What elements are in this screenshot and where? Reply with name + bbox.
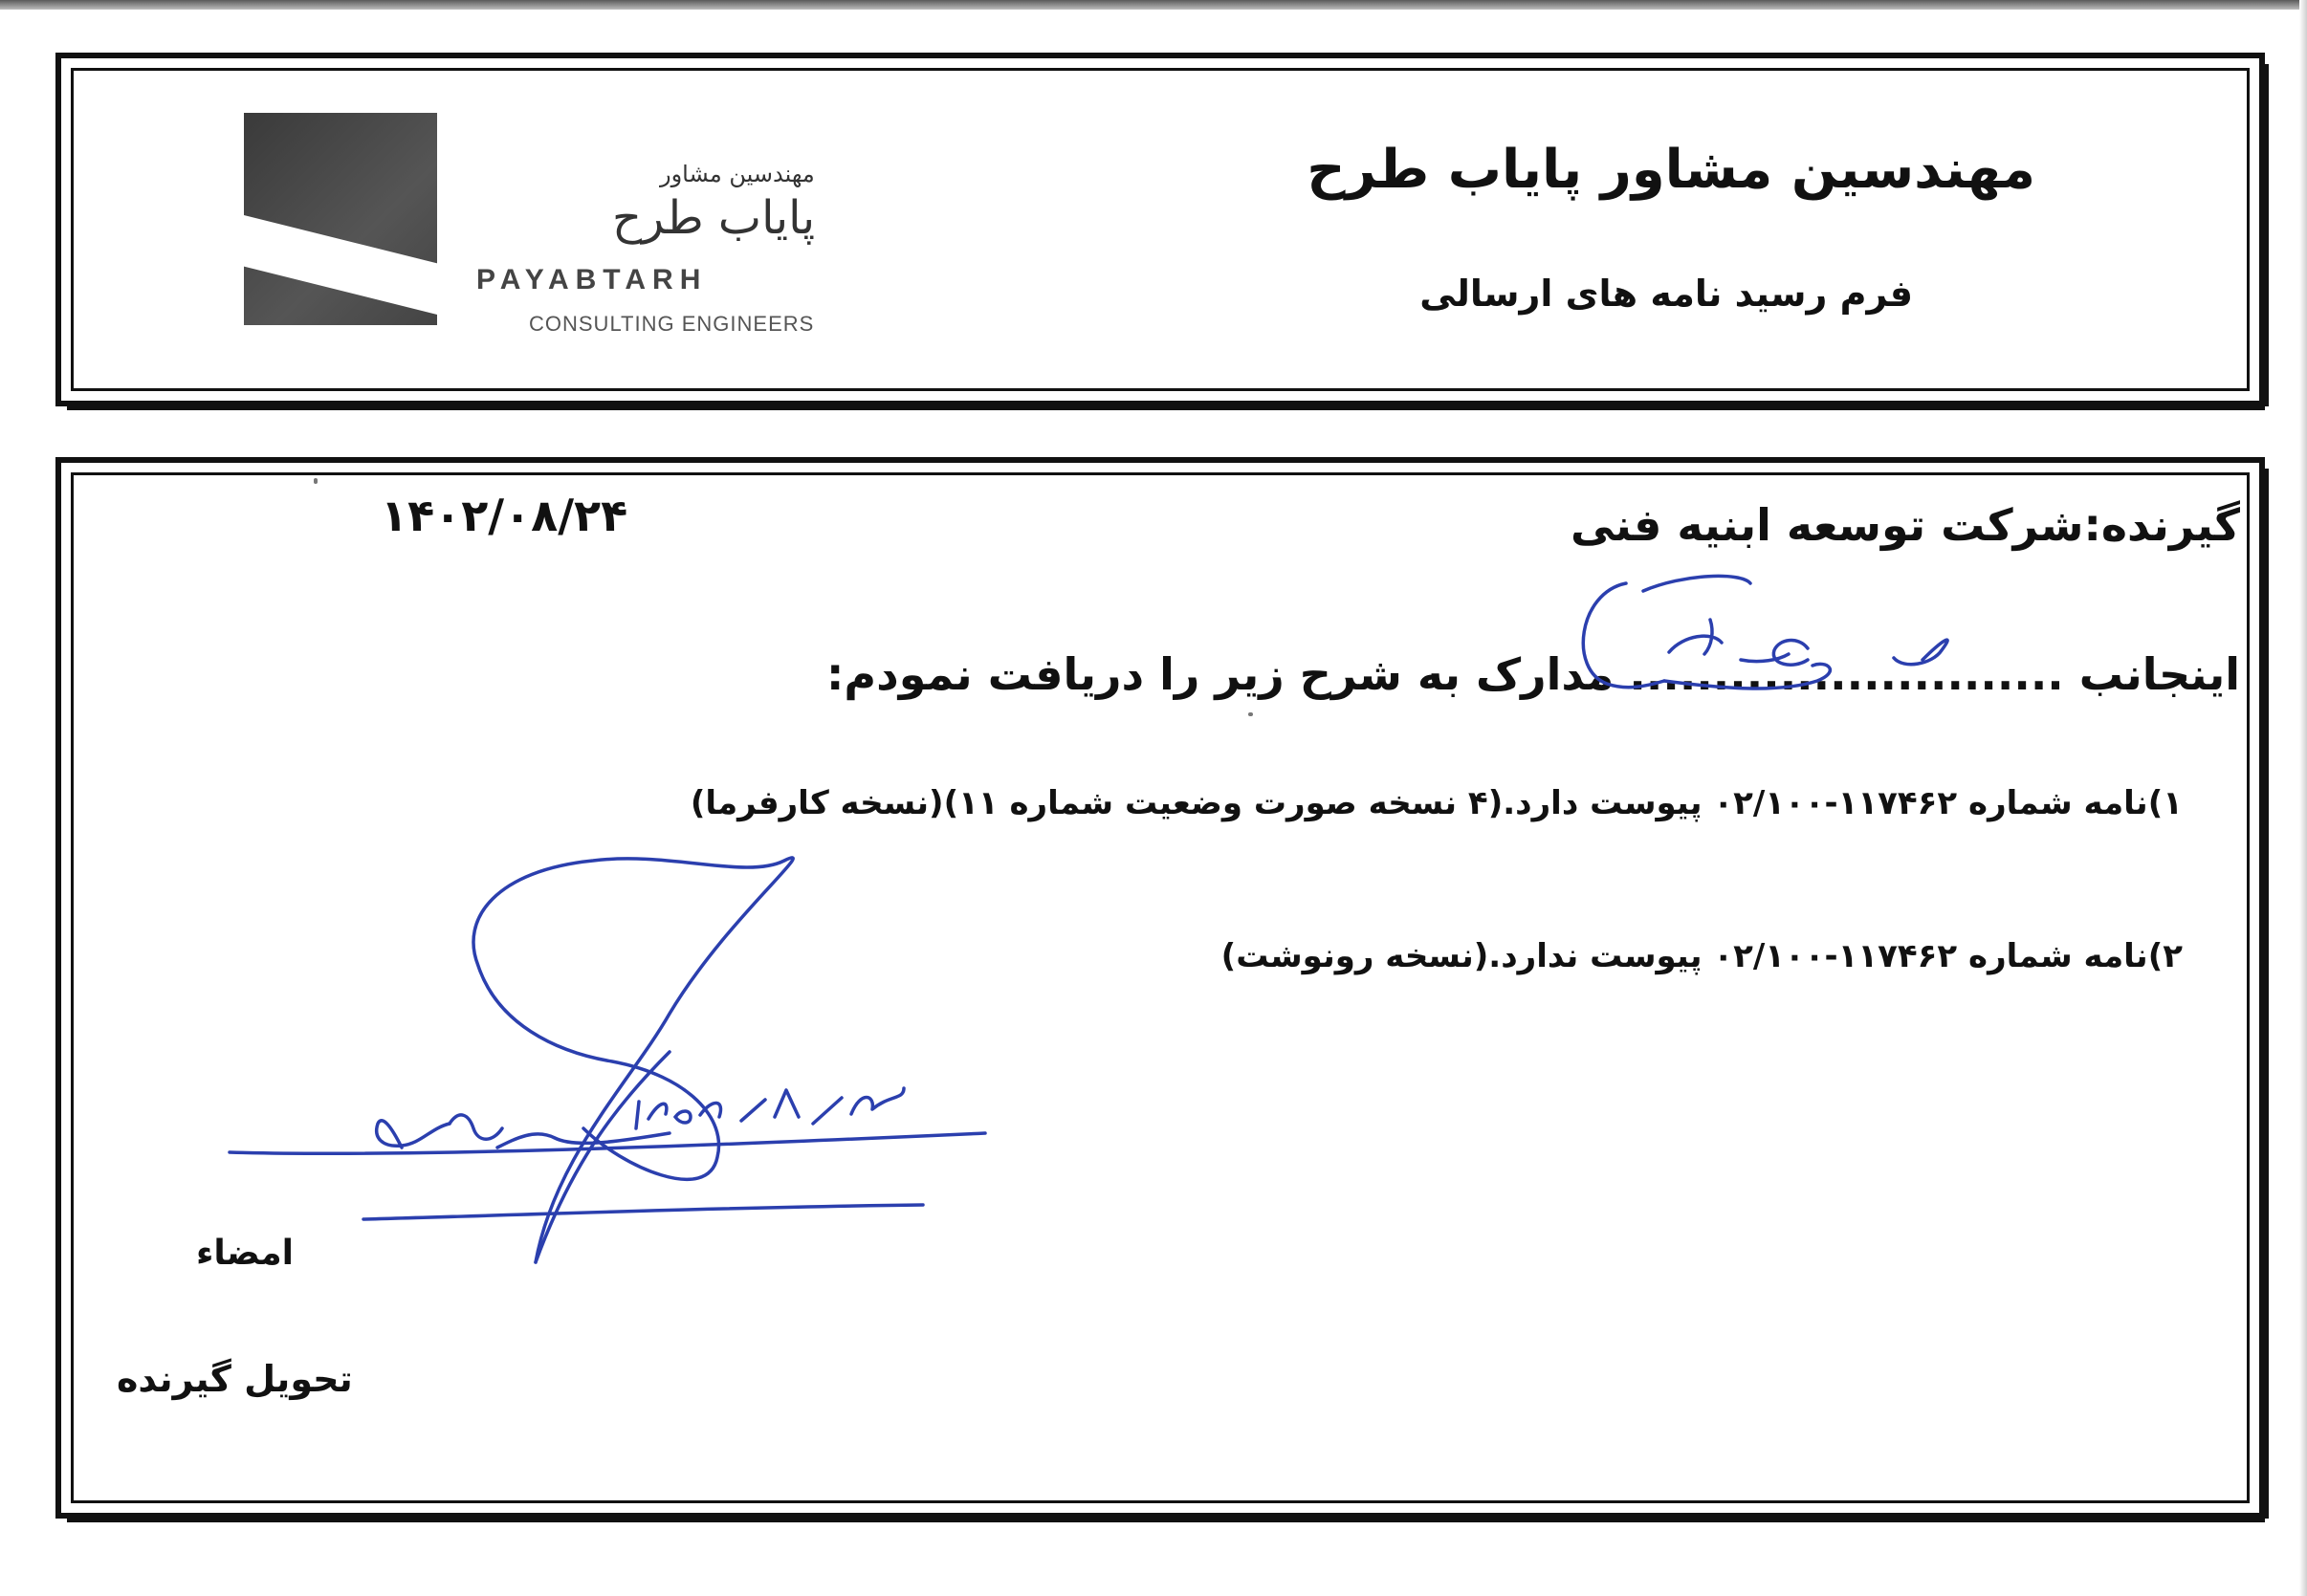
signature-label: امضاء [196, 1234, 295, 1273]
logo-english-name: PAYABTARH [476, 264, 708, 295]
handwritten-date [636, 1088, 904, 1128]
company-title: مهندسین مشاور پایاب طرح [1307, 139, 2035, 201]
receiver-label: تحویل گیرنده [117, 1358, 353, 1400]
logo-persian-name: پایاب طرح [612, 191, 816, 245]
logo-english-tagline: CONSULTING ENGINEERS [529, 312, 815, 336]
recipient-line: گیرنده:شرکت توسعه ابنیه فنی [1570, 499, 2240, 551]
logo-persian-tagline: مهندسین مشاور [660, 161, 815, 187]
form-date: ۱۴۰۲/۰۸/۲۴ [381, 490, 628, 541]
signature [230, 858, 985, 1262]
form-title: فرم رسید نامه های ارسالی [1419, 273, 1913, 315]
document-item: ۱)نامه شماره ۱۱۷۴۶۲-۰۲/۱۰۰ پیوست دارد.(۴ نسخه صورت وضعیت شماره ۱۱)(نسخه کارفرما) [690, 784, 2183, 822]
receipt-statement: اینجانب .......................... مدارک به شرح زیر را دریافت نمودم: [826, 648, 2240, 700]
document-item: ۲)نامه شماره ۱۱۷۴۶۲-۰۲/۱۰۰ پیوست ندارد.(نسخه رونوشت) [1220, 937, 2183, 975]
handwritten-name [1583, 576, 1947, 689]
